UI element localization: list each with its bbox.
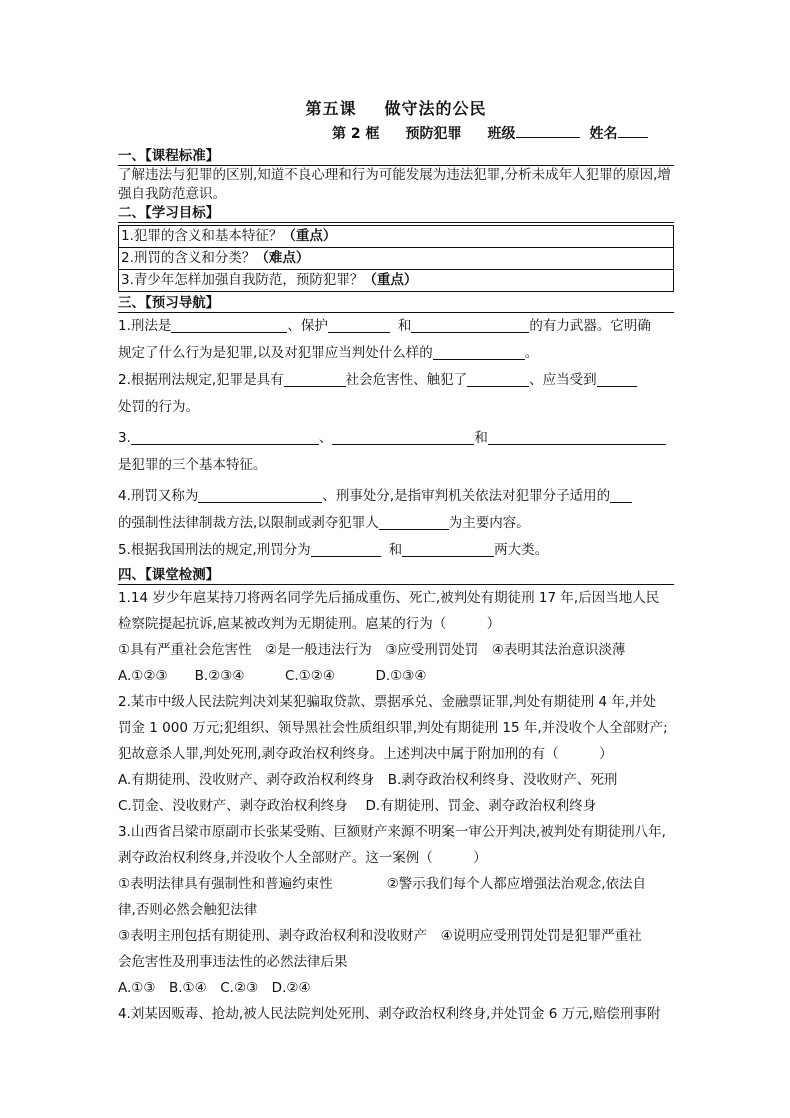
test-q1-line: 1.14 岁少年扈某持刀将两名同学先后捅成重伤、死亡,被判处有期徒刑 17 年,后因当地人民 bbox=[118, 590, 660, 606]
test-q3-choices: A.①③ B.①④ C.②③ D.②④ bbox=[118, 980, 311, 996]
goal-text: 3.青少年怎样加强自我防范，预防犯罪？ bbox=[121, 272, 364, 288]
test-q3-line: 剥夺政治权利终身,并没收个人全部财产。这一案例（ ） bbox=[118, 850, 487, 866]
text: 、保护 bbox=[287, 318, 328, 334]
text: 的有力武器。它明确 bbox=[529, 318, 651, 334]
frame-topic: 预防犯罪 bbox=[405, 126, 462, 142]
text: 为主要内容。 bbox=[448, 515, 530, 531]
class-label: 班级 bbox=[487, 126, 516, 142]
section-test: 四、【课堂检测】 bbox=[118, 566, 674, 585]
text: 4.刑罚又称为 bbox=[118, 488, 199, 504]
curriculum-text: 了解违法与犯罪的区别,知道不良心理和行为可能发展为违法犯罪,分析未成年人犯罪的原因,增强自我防范意识。 bbox=[118, 167, 671, 202]
test-q1-choices: A.①②③ B.②③④ C.①②④ D.①③④ bbox=[118, 668, 427, 684]
test-q2-choice-ab: A.有期徒刑、没收财产、剥夺政治权利终身 B.剥夺政治权利终身、没收财产、死刑 bbox=[118, 772, 618, 788]
blank-input[interactable] bbox=[332, 428, 474, 445]
blank-input[interactable] bbox=[131, 428, 319, 445]
text: 、 bbox=[318, 430, 333, 446]
section-curriculum: 一、【课程标准】 bbox=[118, 147, 674, 166]
preview-q1 bbox=[118, 313, 674, 340]
test-q1-line: 检察院提起抗诉,扈某被改判为无期徒刑。扈某的行为（ ） bbox=[118, 616, 501, 632]
text: 两大类。 bbox=[494, 542, 549, 558]
blank-input[interactable] bbox=[411, 316, 529, 333]
goal-tag: （重点） bbox=[282, 228, 337, 244]
blank-input[interactable] bbox=[488, 428, 666, 445]
section-preview: 三、【预习导航】 bbox=[118, 294, 674, 313]
class-blank[interactable] bbox=[516, 124, 580, 138]
text: 的强制性法律制裁方法,以限制或剥夺犯罪人 bbox=[118, 515, 379, 531]
text: 规定了什么行为是犯罪,以及对犯罪应当判处什么样的 bbox=[118, 345, 433, 361]
test-q3-option: 会危害性及刑事违法性的必然法律后果 bbox=[118, 954, 348, 970]
worksheet bbox=[118, 96, 674, 1027]
test-q2-line: 2.某市中级人民法院判决刘某犯骗取贷款、票据承兑、金融票证罪,判处有期徒刑 4 年,并处 bbox=[118, 694, 657, 710]
blank-input[interactable] bbox=[328, 316, 390, 333]
test-q1-options: ①具有严重社会危害性 ②是一般违法行为 ③应受刑罚处罚 ④表明其法治意识淡薄 bbox=[118, 642, 626, 658]
preview-q5 bbox=[118, 537, 674, 564]
preview-q4-cont bbox=[118, 510, 674, 537]
goal-text: 1.犯罪的含义和基本特征？ bbox=[121, 228, 283, 244]
text: 处罚的行为。 bbox=[118, 399, 199, 415]
frame-label: 第 2 框 bbox=[332, 126, 380, 142]
goal-tag: （难点） bbox=[255, 250, 310, 266]
blank-input[interactable] bbox=[284, 370, 346, 387]
test-q3-option: 律,否则必然会触犯法律 bbox=[118, 902, 258, 918]
text: 是犯罪的三个基本特征。 bbox=[118, 457, 267, 473]
text: 和 bbox=[397, 318, 412, 334]
goals-table bbox=[118, 225, 674, 292]
subtitle-row bbox=[118, 123, 674, 143]
page-title bbox=[118, 96, 674, 119]
goal-row bbox=[119, 226, 673, 248]
test-q3-line: 3.山西省吕梁市原副市长张某受贿、巨额财产来源不明案一审公开判决,被判处有期徒刑八年, bbox=[118, 824, 666, 840]
preview-q2 bbox=[118, 367, 674, 394]
blank-input[interactable] bbox=[311, 540, 381, 557]
goal-text: 2.刑罚的含义和分类？ bbox=[121, 250, 256, 266]
blank-input[interactable] bbox=[597, 370, 637, 387]
blank-input[interactable] bbox=[610, 486, 632, 503]
goal-tag: （重点） bbox=[363, 272, 418, 288]
blank-input[interactable] bbox=[402, 540, 494, 557]
blank-input[interactable] bbox=[467, 370, 529, 387]
test-q4-line: 4.刘某因贩毒、抢劫,被人民法院判处死刑、剥夺政治权利终身,并处罚金 6 万元,赔偿刑事附 bbox=[118, 1006, 661, 1022]
lesson-topic: 做守法的公民 bbox=[384, 99, 487, 118]
test-q2-line: 罚金 1 000 万元;犯组织、领导黑社会性质组织罪,判处有期徒刑 15 年,并没收个人全部财产; bbox=[118, 720, 668, 736]
blank-input[interactable] bbox=[433, 343, 525, 360]
text: 5.根据我国刑法的规定,刑罚分为 bbox=[118, 542, 311, 558]
blank-input[interactable] bbox=[198, 486, 322, 503]
name-label: 姓名 bbox=[589, 126, 618, 142]
section-goals: 二、【学习目标】 bbox=[118, 204, 674, 223]
blank-input[interactable] bbox=[171, 316, 287, 333]
text: 1.刑法是 bbox=[118, 318, 172, 334]
goal-row bbox=[119, 248, 673, 270]
preview-q3-cont bbox=[118, 452, 674, 479]
test-q2-choice-cd: C.罚金、没收财产、剥夺政治权利终身 D.有期徒刑、罚金、剥夺政治权利终身 bbox=[118, 798, 597, 814]
text: 2.根据刑法规定,犯罪是具有 bbox=[118, 372, 284, 388]
text: 和 bbox=[474, 430, 488, 446]
preview-q1-cont bbox=[118, 340, 674, 367]
test-q3-option: ③表明主刑包括有期徒刑、剥夺政治权利和没收财产 ④说明应受刑罚处罚是犯罪严重社 bbox=[118, 928, 642, 944]
lesson-number: 第五课 bbox=[305, 99, 357, 118]
text: 、应当受到 bbox=[529, 372, 597, 388]
blank-input[interactable] bbox=[379, 513, 449, 530]
text: 社会危害性、触犯了 bbox=[345, 372, 468, 388]
preview-q3 bbox=[118, 425, 674, 452]
text: 、刑事处分,是指审判机关依法对犯罪分子适用的 bbox=[322, 488, 611, 504]
name-blank[interactable] bbox=[618, 124, 648, 138]
text: 。 bbox=[524, 345, 539, 361]
preview-q2-cont bbox=[118, 394, 674, 421]
text: 和 bbox=[388, 542, 403, 558]
test-q2-line: 犯故意杀人罪,判处死刑,剥夺政治权利终身。上述判决中属于附加刑的有（ ） bbox=[118, 746, 613, 762]
goal-row bbox=[119, 270, 673, 291]
preview-q4 bbox=[118, 483, 674, 510]
test-q3-option: ①表明法律具有强制性和普遍约束性 ②警示我们每个人都应增强法治观念,依法自 bbox=[118, 876, 646, 892]
text: 3. bbox=[118, 430, 131, 446]
